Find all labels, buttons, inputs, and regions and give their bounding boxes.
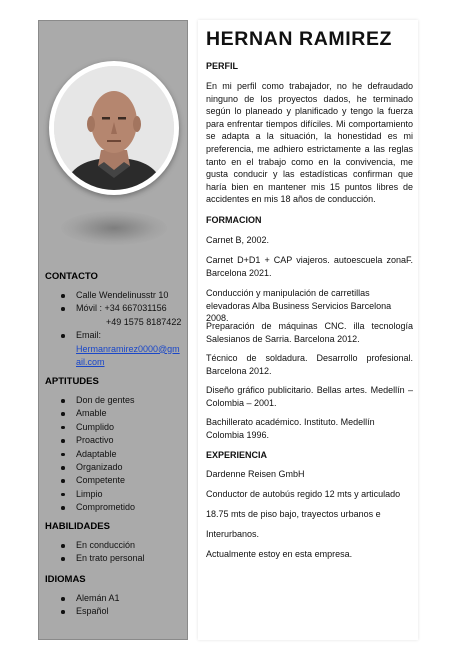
aptitudes-item: Comprometido	[39, 501, 189, 514]
formacion-item: Bachillerato académico. Instituto. Medellín Colombia 1996.	[206, 417, 375, 440]
habilidades-title: HABILIDADES	[45, 521, 110, 532]
formacion-item: Técnico de soldadura. Desarrollo profesional. Barcelona 2012.	[206, 353, 413, 376]
contact-address: Calle Wendelinusstr 10	[39, 289, 189, 302]
aptitudes-title: APTITUDES	[45, 376, 99, 387]
bullet-icon	[61, 479, 65, 483]
idiomas-item: Español	[39, 605, 189, 618]
full-name: HERNAN RAMIREZ	[206, 28, 393, 50]
experiencia-item: Actualmente estoy en esta empresa.	[206, 549, 353, 559]
contact-list	[39, 289, 189, 369]
aptitudes-list	[39, 394, 189, 515]
aptitudes-item: Amable	[39, 407, 189, 420]
bullet-icon	[61, 493, 65, 497]
formacion-title: FORMACION	[206, 215, 262, 225]
aptitudes-item: Limpio	[39, 488, 189, 501]
contact-title: CONTACTO	[45, 271, 98, 282]
aptitudes-item: Adaptable	[39, 448, 189, 461]
bullet-icon	[61, 597, 65, 601]
formacion-item: Preparación de máquinas CNC. illa tecnología Salesianos de Sarria. Barcelona 2012.	[206, 321, 413, 344]
aptitudes-item: Don de gentes	[39, 394, 189, 407]
bullet-icon	[61, 412, 65, 416]
experiencia-item: Dardenne Reisen GmbH	[206, 469, 305, 479]
bullet-icon	[61, 426, 65, 430]
aptitudes-item: Cumplido	[39, 421, 189, 434]
formacion-item: Conducción y manipulación de carretillas elevadoras Alba Business Servicios Barcelona 2008.	[206, 288, 392, 324]
experiencia-title: EXPERIENCIA	[206, 450, 268, 460]
bullet-icon	[61, 506, 65, 510]
aptitudes-item: Organizado	[39, 461, 189, 474]
bullet-icon	[61, 466, 65, 470]
formacion-item: Diseño gráfico publicitario. Bellas artes. Medellín – Colombia – 2001.	[206, 385, 413, 408]
bullet-icon	[61, 399, 65, 403]
contact-email: Email:	[39, 329, 189, 342]
photo-shadow	[61, 211, 167, 245]
bullet-icon	[61, 453, 65, 457]
contact-email-value	[39, 343, 189, 370]
aptitudes-item: Proactivo	[39, 434, 189, 447]
profile-photo-frame	[49, 61, 179, 195]
contact-mobile-2: +49 1575 8187422	[106, 316, 182, 327]
bullet-icon	[61, 557, 65, 561]
habilidades-list	[39, 539, 189, 566]
email-link[interactable]: Hermanramirez0000@gmail.com	[76, 343, 180, 368]
formacion-item: Carnet D+D1 + CAP viajeros. autoescuela zonaF. Barcelona 2021.	[206, 255, 413, 278]
sidebar	[38, 20, 188, 640]
experiencia-item: Interurbanos.	[206, 529, 260, 539]
perfil-title: PERFIL	[206, 61, 239, 71]
bullet-icon	[61, 334, 65, 338]
experiencia-item: 18.75 mts de piso bajo, trayectos urbanos e	[206, 509, 381, 519]
person-portrait-icon	[54, 66, 174, 190]
bullet-icon	[61, 544, 65, 548]
perfil-text: En mi perfil como trabajador, no he defraudado ninguno de los proyectos dados, he terminado según lo planeado y planificado y tengo la fuerza para enfrentar tiempos difíciles. Mi comportamiento se adapta a la situación, la honestidad es mi preferencia, me adhiero estrictamente a las reglas tanto en el trabajo como en la convivencia, me gusta conducir y las estadísticas confirman que haría bien en mantener mis 15 puntos libres de accidentes en mis 18 años de conducción.	[206, 81, 413, 205]
aptitudes-item: Competente	[39, 474, 189, 487]
bullet-icon	[61, 307, 65, 311]
bullet-icon	[61, 610, 65, 614]
idiomas-title: IDIOMAS	[45, 574, 86, 585]
bullet-icon	[61, 439, 65, 443]
experiencia-item: Conductor de autobús regido 12 mts y articulado	[206, 489, 401, 499]
profile-photo	[54, 66, 174, 190]
main-content	[198, 20, 418, 640]
habilidades-item: En conducción	[39, 539, 189, 552]
idiomas-item: Alemán A1	[39, 592, 189, 605]
habilidades-item: En trato personal	[39, 552, 189, 565]
idiomas-list	[39, 592, 189, 619]
contact-mobile: Móvil : +34 667031156	[39, 302, 189, 315]
bullet-icon	[61, 294, 65, 298]
formacion-item: Carnet B, 2002.	[206, 235, 270, 245]
